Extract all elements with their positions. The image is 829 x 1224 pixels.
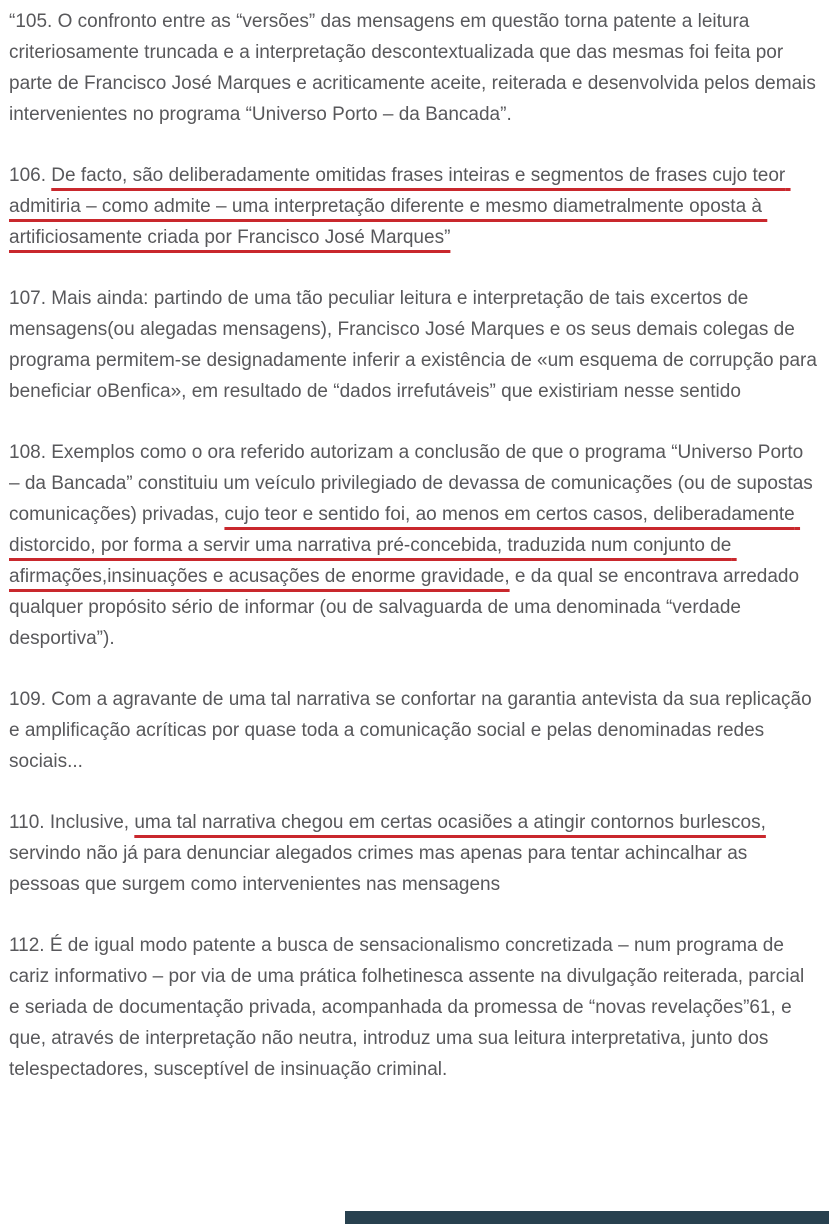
paragraph-106 [9,160,817,253]
text-segment: 109. Com a agravante de uma tal narrativa se confortar na garantia antevista da sua replicação e amplificação acríticas por quase toda a comunicação social e pelas denominadas redes sociais... [9,689,817,772]
underlined-text-segment: cujo teor e sentido foi, ao menos em certos casos, deliberadamente distorcido, por forma a servir uma narrativa pré-concebida, traduzida num conjunto de afirmações,insinuações e acusações de enorme gravidade, [9,504,801,587]
underlined-text-segment: uma tal narrativa chegou em certas ocasiões a atingir contornos burlescos, [134,812,766,833]
text-segment: 107. Mais ainda: partindo de uma tão peculiar leitura e interpretação de tais excertos de mensagens(ou alegadas mensagens), Francisco José Marques e os seus demais colegas de programa permitem-se designadamente inferir a existência de «um esquema de corrupção para beneficiar oBenfica», em resultado de “dados irrefutáveis” que existiriam nesse sentido [9,288,823,402]
text-segment: servindo não já para denunciar alegados crimes mas apenas para tentar achincalhar as pessoas que surgem como intervenientes nas mensagens [9,812,772,895]
paragraph-110 [9,807,817,900]
paragraph-105 [9,6,822,130]
text-segment: 108. Exemplos como o ora referido autorizam a conclusão de que o programa “Universo Porto – da Bancada” constituiu um veículo privilegiado de devassa de comunicações (ou de supostas comunicações) privadas, [9,442,819,525]
text-segment: 106. [9,165,52,186]
text-segment: 112. É de igual modo patente a busca de sensacionalismo concretizada – num programa de cariz informativo – por via de uma prática folhetinesca assente na divulgação reiterada, parcial e seriada de documentação privada, acompanhada da promessa de “novas revelações”61, e que, através de interpretação não neutra, introduz uma sua leitura interpretativa, junto dos telespectadores, susceptível de insinuação criminal. [9,935,810,1080]
paragraph-107 [9,283,823,407]
paragraph-108 [9,437,817,654]
text-segment: “105. O confronto entre as “versões” das mensagens em questão torna patente a leitura criteriosamente truncada e a interpretação descontextualizada que das mesmas foi feita por parte de Francisco José Marques e acriticamente aceite, reiterada e desenvolvida pelos demais intervenientes no programa “Universo Porto – da Bancada”. [9,11,822,125]
bottom-bar [345,1211,829,1224]
paragraph-109 [9,684,817,777]
text-segment: e da qual se encontrava arredado qualquer propósito sério de informar (ou de salvaguarda de uma denominada “verdade desportiva”). [9,566,805,649]
paragraph-112 [9,930,817,1085]
text-segment: 110. Inclusive, [9,812,135,833]
underlined-text-segment: De facto, são deliberadamente omitidas frases inteiras e segmentos de frases cujo teor admitiria – como admite – uma interpretação diferente e mesmo diametralmente oposta à artificiosamente criada por Francisco José Marques” [9,165,791,248]
